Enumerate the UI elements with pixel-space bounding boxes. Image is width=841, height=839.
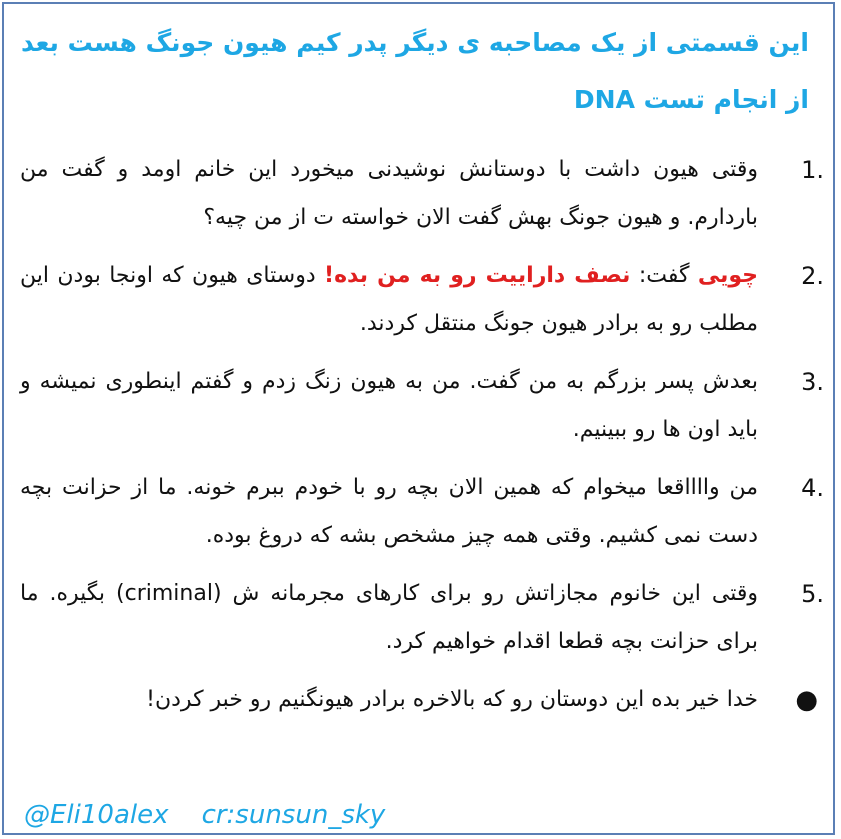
item-number: 5. — [801, 580, 824, 608]
item-text: بعدش پسر بزرگم به من گفت. من به هیون زنگ زدم و گفتم اینطوری نمیشه و باید اون ها رو ببینیم. — [20, 369, 758, 442]
list-item-5 — [20, 570, 828, 666]
document-title: این قسمتی از یک مصاحبه ی دیگر پدر کیم هیون جونگ هست بعد از انجام تست DNA — [21, 28, 809, 114]
author-handle: @Eli10alex — [24, 800, 169, 830]
item-list — [20, 146, 828, 734]
list-item-4 — [20, 464, 828, 560]
item-text: وقتی این خانوم مجازاتش رو برای کارهای مجرمانه ش (criminal) بگیره. ما برای حزانت بچه قطعا اقدام خواهیم کرد. — [20, 581, 758, 654]
item-text: من وااااقعا میخوام که همین الان بچه رو با خودم ببرم خونه. ما از حزانت بچه دست نمی کشیم. وقتی همه چیز مشخص بشه که دروغ بوده. — [20, 475, 758, 548]
document-frame — [2, 2, 835, 835]
footer-credits — [24, 800, 385, 830]
speaker-name: چویی — [697, 263, 759, 288]
list-item-bullet — [20, 676, 828, 724]
item-number: 4. — [801, 474, 824, 502]
item-number: 3. — [801, 368, 824, 396]
list-item-1 — [20, 146, 828, 242]
item-text: خدا خیر بده این دوستان رو که بالاخره برادر هیونگنیم رو خبر کردن! — [146, 687, 758, 712]
list-item-3 — [20, 358, 828, 454]
highlighted-quote: نصف داراییت رو به من بده! — [324, 263, 631, 288]
item-number: 1. — [801, 156, 824, 184]
item-said: گفت: — [630, 263, 698, 288]
source-credit: cr:sunsun_sky — [201, 800, 386, 830]
item-text: دوستای هیون که اونجا بودن این مطلب رو به برادر هیون جونگ منتقل کردند. — [20, 263, 758, 336]
item-number: 2. — [801, 262, 824, 290]
bullet-icon: ● — [795, 685, 818, 715]
list-item-2 — [20, 252, 828, 348]
item-text: وقتی هیون داشت با دوستانش نوشیدنی میخورد این خانم اومد و گفت من باردارم. و هیون جونگ بهش گفت الان خواسته ت از من چیه؟ — [20, 157, 758, 230]
